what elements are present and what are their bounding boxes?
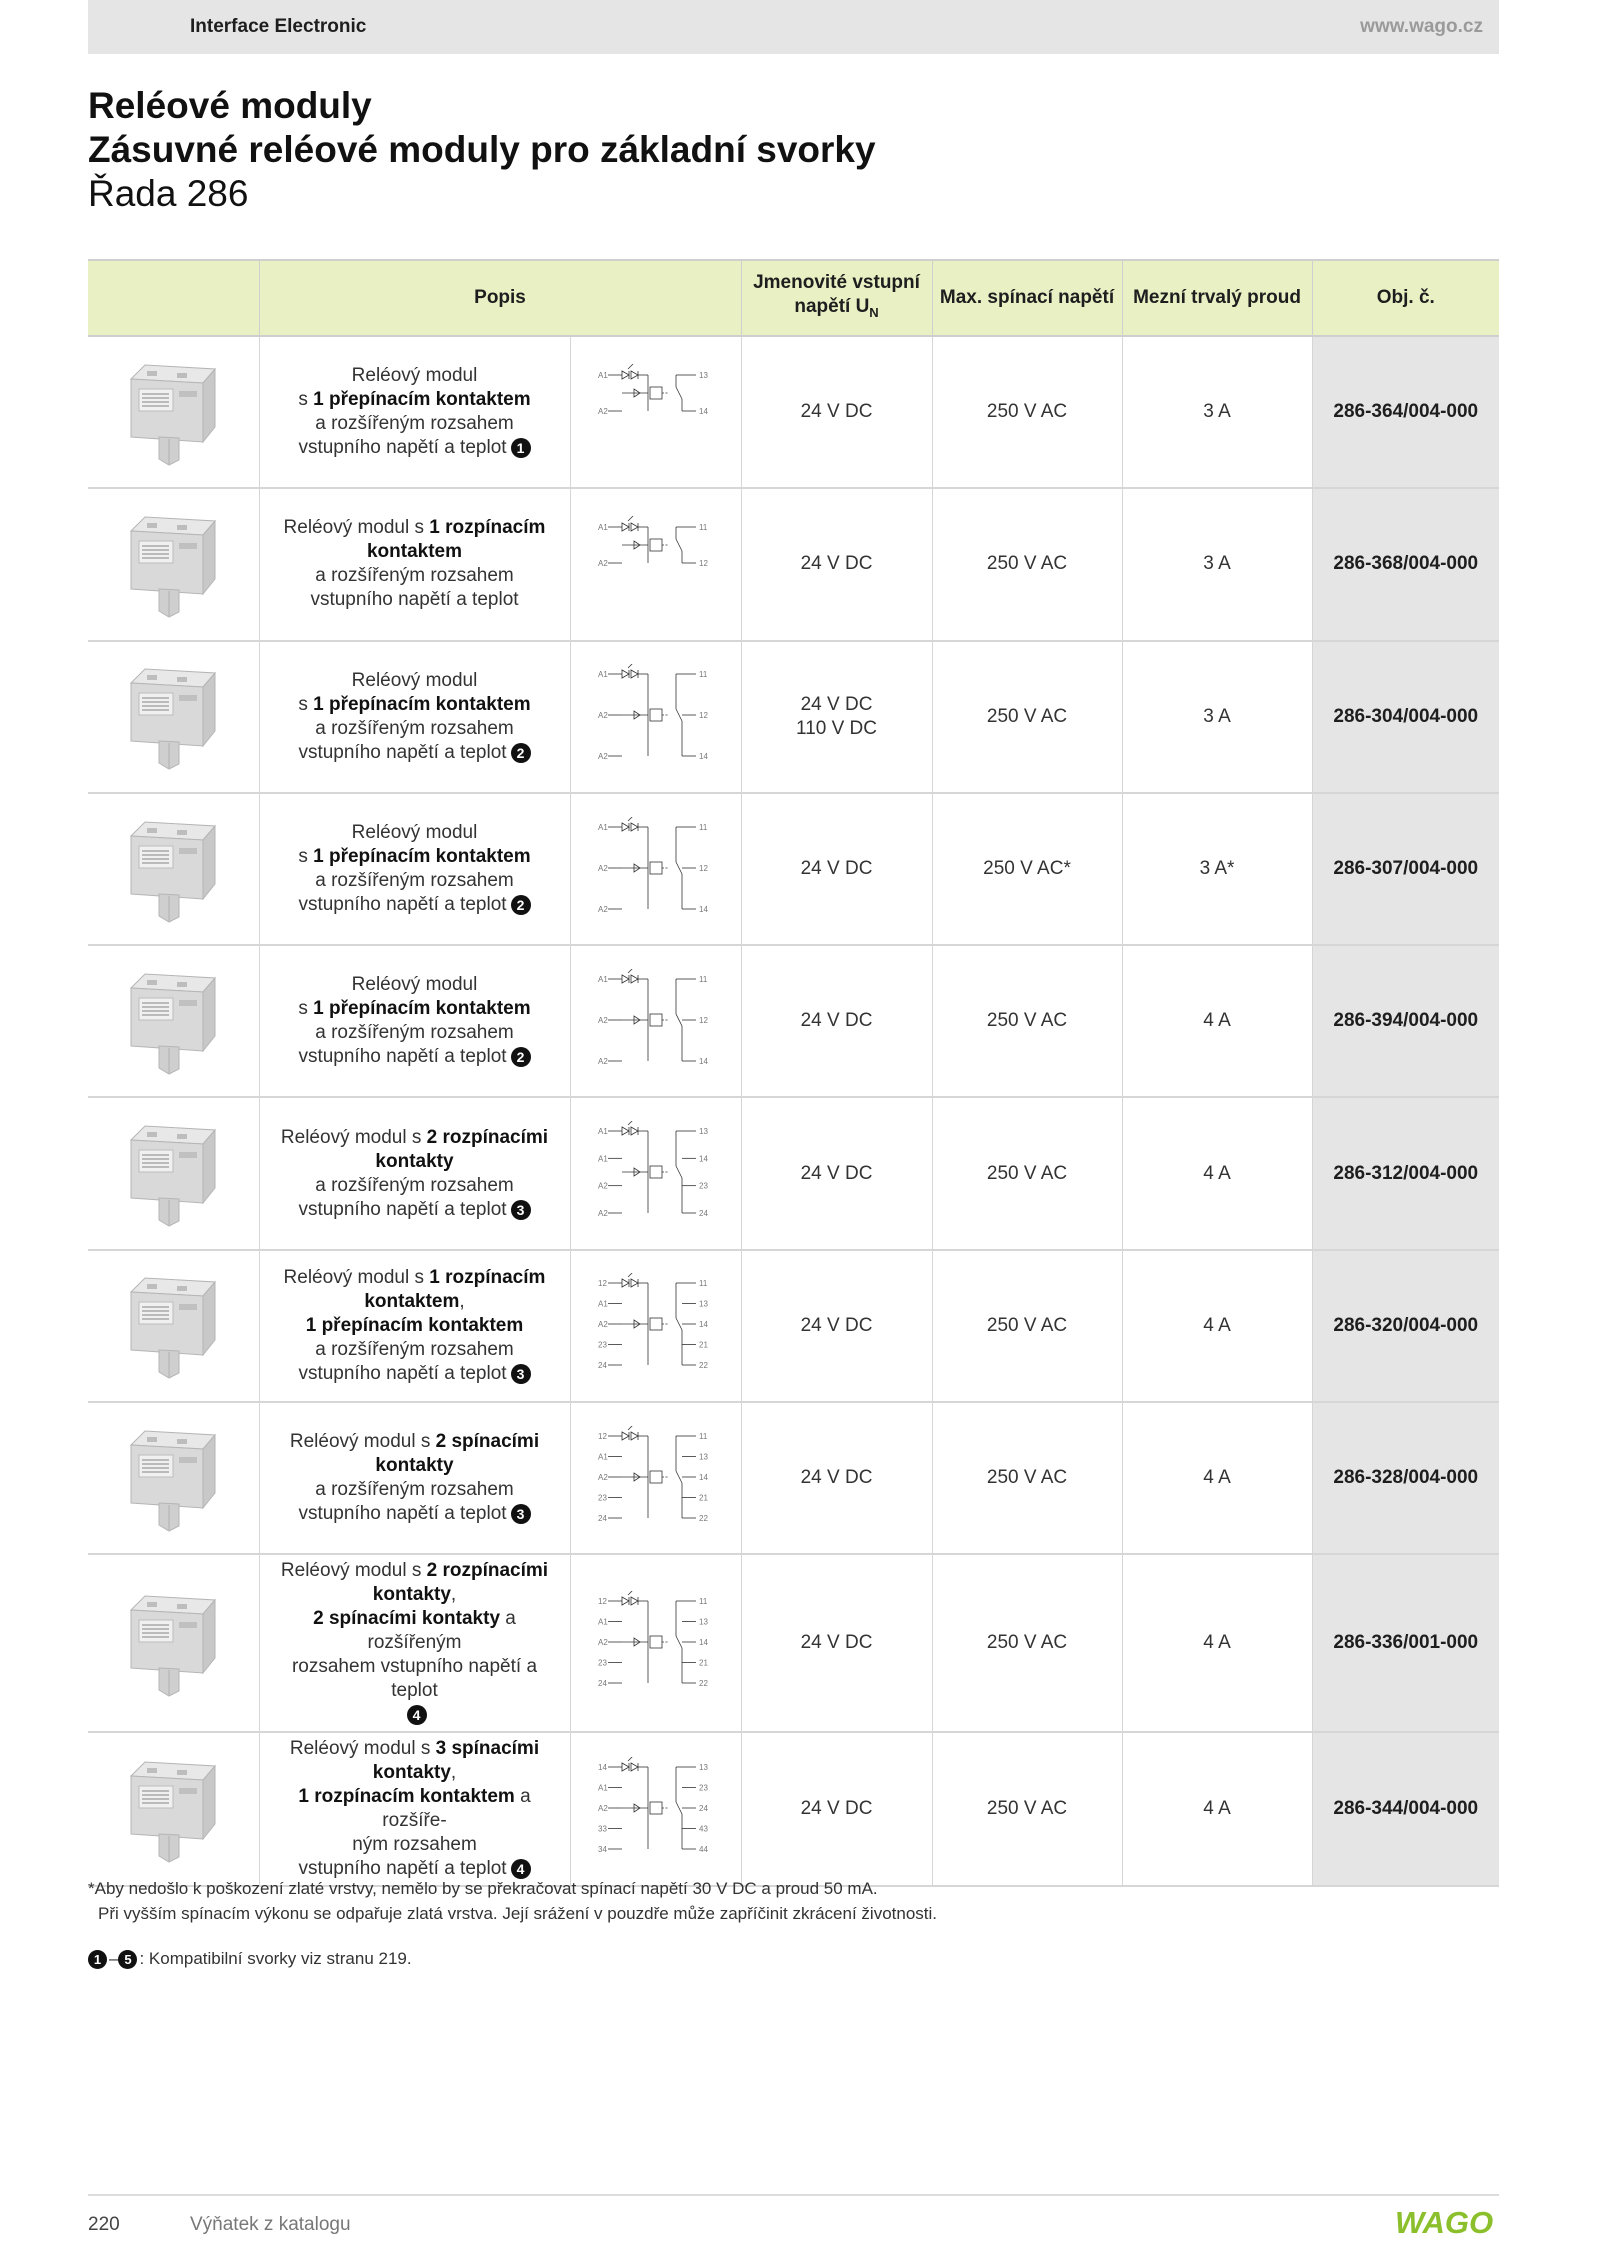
svg-text:11: 11 xyxy=(698,522,707,532)
marker-icon: 1 xyxy=(511,438,531,458)
section-title: Interface Electronic xyxy=(190,16,367,37)
current-cell: 3 A xyxy=(1122,641,1312,793)
order-number-cell[interactable]: 286-394/004-000 xyxy=(1312,945,1499,1097)
top-bar xyxy=(88,0,1499,54)
desc-bold: 1 přepínacím kontaktem xyxy=(313,693,531,715)
order-number-cell[interactable]: 286-336/001-000 xyxy=(1312,1554,1499,1732)
product-image-cell xyxy=(88,793,259,945)
svg-text:13: 13 xyxy=(698,1127,708,1137)
desc-text: vstupního napětí a teplot xyxy=(298,741,507,763)
table-row xyxy=(88,1250,1499,1402)
circuit-schematic-diagram xyxy=(596,360,716,465)
svg-text:34: 34 xyxy=(597,1844,607,1854)
page-number: 220 xyxy=(88,2214,120,2235)
svg-text:A2: A2 xyxy=(597,406,608,416)
description-cell xyxy=(259,1097,570,1249)
current-cell: 4 A xyxy=(1122,945,1312,1097)
circuit-schematic-diagram xyxy=(596,1757,716,1862)
product-image-cell xyxy=(88,1250,259,1402)
header-voltage: Jmenovité vstupní napětí $U_N$ xyxy=(741,260,932,336)
order-number-cell[interactable]: 286-320/004-000 xyxy=(1312,1250,1499,1402)
desc-text: , xyxy=(450,1584,457,1606)
voltage-value: 24 V DC xyxy=(800,693,873,715)
relay-module-image xyxy=(123,499,223,624)
circuit-schematic-diagram xyxy=(596,664,716,769)
svg-text:13: 13 xyxy=(698,1452,708,1462)
product-image-cell xyxy=(88,1097,259,1249)
svg-text:12: 12 xyxy=(597,1279,607,1289)
voltage-cell xyxy=(741,1097,932,1249)
desc-text: Reléový modul xyxy=(351,365,478,387)
svg-text:11: 11 xyxy=(698,1279,707,1289)
svg-text:22: 22 xyxy=(698,1513,708,1523)
relay-module-image xyxy=(123,956,223,1081)
table-row xyxy=(88,1554,1499,1732)
circuit-schematic-diagram xyxy=(596,1591,716,1696)
desc-line xyxy=(270,1266,560,1290)
svg-text:A1: A1 xyxy=(597,1127,608,1137)
desc-bold: 1 přepínacím kontaktem xyxy=(313,389,531,411)
desc-bold: 1 přepínacím kontaktem xyxy=(313,846,531,868)
marker-icon: 2 xyxy=(511,1047,531,1067)
desc-line xyxy=(270,669,560,693)
desc-text: a rozšířeným xyxy=(367,1608,516,1654)
max-voltage-cell: 250 V AC xyxy=(932,945,1122,1097)
desc-text: s xyxy=(298,846,314,868)
description-cell xyxy=(259,336,570,488)
svg-text:11: 11 xyxy=(698,822,707,832)
svg-text:A2: A2 xyxy=(597,1181,608,1191)
desc-bold: 1 rozpínacím xyxy=(429,517,546,539)
svg-text:13: 13 xyxy=(698,1762,708,1772)
marker-icon: 2 xyxy=(511,743,531,763)
desc-text: vstupního napětí a teplot xyxy=(298,437,507,459)
relay-module-image xyxy=(123,1108,223,1233)
svg-text:12: 12 xyxy=(698,558,708,568)
desc-text: vstupního napětí a teplot xyxy=(298,1858,507,1880)
order-number-cell[interactable]: 286-304/004-000 xyxy=(1312,641,1499,793)
product-table xyxy=(88,259,1499,1887)
table-row xyxy=(88,336,1499,488)
svg-text:A1: A1 xyxy=(597,522,608,532)
desc-bold: 2 rozpínacími xyxy=(426,1126,549,1148)
desc-text: a rozšířeným rozsahem xyxy=(315,565,514,587)
voltage-cell xyxy=(741,1554,932,1732)
svg-text:14: 14 xyxy=(698,1320,708,1330)
circuit-schematic-diagram xyxy=(596,969,716,1074)
marker-icon: 3 xyxy=(511,1200,531,1220)
marker-icon: 2 xyxy=(511,895,531,915)
voltage-cell xyxy=(741,1732,932,1886)
desc-text: Reléový modul xyxy=(351,669,478,691)
svg-text:A2: A2 xyxy=(597,1472,608,1482)
voltage-value: 24 V DC xyxy=(800,1467,873,1489)
svg-text:23: 23 xyxy=(698,1181,708,1191)
svg-text:23: 23 xyxy=(597,1340,607,1350)
desc-text: , xyxy=(459,1290,465,1312)
svg-text:A2: A2 xyxy=(597,904,608,914)
desc-line xyxy=(270,1559,560,1583)
desc-line xyxy=(270,1126,560,1150)
voltage-value: 24 V DC xyxy=(800,1010,873,1032)
footer-divider xyxy=(88,2194,1499,2196)
schematic-cell xyxy=(570,1402,741,1554)
desc-bold: kontakty xyxy=(372,1762,451,1784)
desc-text: rozsahem vstupního napětí a teplot xyxy=(291,1656,538,1702)
description-cell xyxy=(259,793,570,945)
max-voltage-cell: 250 V AC xyxy=(932,641,1122,793)
desc-bold: 3 spínacími xyxy=(435,1738,540,1760)
desc-text: a rozšířeným rozsahem xyxy=(315,1479,514,1501)
description-cell xyxy=(259,1250,570,1402)
desc-text: ným rozsahem xyxy=(352,1834,477,1856)
svg-text:A2: A2 xyxy=(597,863,608,873)
current-cell: 4 A xyxy=(1122,1554,1312,1732)
desc-bold: kontakty xyxy=(372,1584,451,1606)
desc-text: Reléový modul xyxy=(351,974,478,996)
logo-text: WAGO xyxy=(1395,2206,1494,2238)
svg-text:A2: A2 xyxy=(597,711,608,721)
voltage-value: 24 V DC xyxy=(800,1798,873,1820)
voltage-cell xyxy=(741,641,932,793)
page-title xyxy=(88,84,876,216)
desc-bold: 2 spínacími xyxy=(435,1431,540,1453)
order-number-cell[interactable]: 286-368/004-000 xyxy=(1312,488,1499,640)
svg-text:12: 12 xyxy=(698,711,708,721)
desc-bold: 1 přepínacím kontaktem xyxy=(313,998,531,1020)
voltage-value: 24 V DC xyxy=(800,1632,873,1654)
current-cell: 3 A* xyxy=(1122,793,1312,945)
current-cell: 4 A xyxy=(1122,1097,1312,1249)
desc-text: Reléový modul s xyxy=(289,1738,436,1760)
relay-module-image xyxy=(123,1413,223,1538)
schematic-cell xyxy=(570,641,741,793)
svg-text:13: 13 xyxy=(698,1617,708,1627)
desc-text: vstupního napětí a teplot xyxy=(298,1362,507,1384)
circuit-schematic-diagram xyxy=(596,1273,716,1378)
marker-icon: 1 xyxy=(88,1950,107,1969)
desc-line xyxy=(270,516,560,540)
header-current: Mezní trvalý proud xyxy=(1122,260,1312,336)
relay-module-image xyxy=(123,1260,223,1385)
svg-text:A1: A1 xyxy=(597,1452,608,1462)
desc-bold: 1 rozpínacím xyxy=(429,1266,546,1288)
description-cell xyxy=(259,1732,570,1886)
svg-text:A1: A1 xyxy=(597,822,608,832)
svg-text:33: 33 xyxy=(597,1824,607,1834)
svg-text:22: 22 xyxy=(698,1678,708,1688)
desc-text: a rozšířeným rozsahem xyxy=(315,870,514,892)
svg-text:13: 13 xyxy=(698,1299,708,1309)
table-row xyxy=(88,1097,1499,1249)
desc-bold: kontakty xyxy=(375,1455,454,1477)
desc-text: a rozšířeným rozsahem xyxy=(315,1338,514,1360)
description-cell xyxy=(259,641,570,793)
schematic-cell xyxy=(570,1097,741,1249)
marker-icon: 4 xyxy=(407,1705,427,1725)
desc-line xyxy=(270,821,560,845)
current-cell: 4 A xyxy=(1122,1402,1312,1554)
svg-text:12: 12 xyxy=(597,1431,607,1441)
max-voltage-cell: 250 V AC xyxy=(932,1250,1122,1402)
svg-text:14: 14 xyxy=(698,1056,708,1066)
svg-text:14: 14 xyxy=(698,1472,708,1482)
product-image-cell xyxy=(88,641,259,793)
relay-module-image xyxy=(123,651,223,776)
svg-text:A2: A2 xyxy=(597,1015,608,1025)
max-voltage-cell: 250 V AC xyxy=(932,1732,1122,1886)
description-cell xyxy=(259,1554,570,1732)
voltage-value: 24 V DC xyxy=(800,1314,873,1336)
voltage-cell xyxy=(741,336,932,488)
desc-text: , xyxy=(450,1762,457,1784)
schematic-cell xyxy=(570,1732,741,1886)
footnote-line-2: Při vyšším spínacím výkonu se odpařuje zlatá vrstva. Její srážení v pouzdře může zapříčinit zkrácení životnosti. xyxy=(98,1904,938,1923)
desc-text: vstupního napětí a teplot xyxy=(298,1198,507,1220)
svg-text:A2: A2 xyxy=(597,1637,608,1647)
product-image-cell xyxy=(88,1554,259,1732)
svg-text:A1: A1 xyxy=(597,370,608,380)
desc-bold: kontaktem xyxy=(364,1290,460,1312)
desc-text: Reléový modul s xyxy=(283,517,430,539)
circuit-schematic-diagram xyxy=(596,1426,716,1531)
current-cell: 3 A xyxy=(1122,488,1312,640)
voltage-value: 24 V DC xyxy=(800,401,873,423)
svg-text:12: 12 xyxy=(698,1015,708,1025)
svg-text:A1: A1 xyxy=(597,670,608,680)
relay-module-image xyxy=(123,347,223,472)
desc-line xyxy=(270,1430,560,1454)
svg-text:14: 14 xyxy=(698,1154,708,1164)
footnote xyxy=(88,1876,937,1926)
svg-text:14: 14 xyxy=(698,1637,708,1647)
voltage-cell xyxy=(741,1402,932,1554)
max-voltage-cell: 250 V AC* xyxy=(932,793,1122,945)
title-line-3: Řada 286 xyxy=(88,173,249,214)
header-max-voltage: Max. spínací napětí xyxy=(932,260,1122,336)
relay-module-image xyxy=(123,804,223,929)
svg-text:12: 12 xyxy=(698,863,708,873)
description-cell xyxy=(259,1402,570,1554)
table-row xyxy=(88,793,1499,945)
voltage-value: 24 V DC xyxy=(800,1162,873,1184)
product-image-cell xyxy=(88,945,259,1097)
max-voltage-cell: 250 V AC xyxy=(932,1097,1122,1249)
table-row xyxy=(88,488,1499,640)
desc-line xyxy=(270,1737,560,1761)
range-dash: – xyxy=(109,1949,119,1968)
svg-text:A2: A2 xyxy=(597,1056,608,1066)
svg-text:A2: A2 xyxy=(597,1209,608,1219)
desc-line xyxy=(270,364,560,388)
desc-text: s xyxy=(298,693,314,715)
svg-text:14: 14 xyxy=(597,1762,607,1772)
description-cell xyxy=(259,488,570,640)
circuit-schematic-diagram xyxy=(596,817,716,922)
svg-text:14: 14 xyxy=(698,904,708,914)
max-voltage-cell: 250 V AC xyxy=(932,1554,1122,1732)
desc-text: vstupního napětí a teplot xyxy=(298,894,507,916)
desc-text: a rozšíře- xyxy=(382,1786,531,1832)
compatibility-note xyxy=(88,1949,412,1969)
current-cell: 4 A xyxy=(1122,1250,1312,1402)
order-number-cell[interactable]: 286-328/004-000 xyxy=(1312,1402,1499,1554)
svg-text:A1: A1 xyxy=(597,1617,608,1627)
schematic-cell xyxy=(570,336,741,488)
marker-icon: 3 xyxy=(511,1364,531,1384)
desc-text: Reléový modul s xyxy=(280,1126,427,1148)
svg-text:11: 11 xyxy=(698,670,707,680)
schematic-cell xyxy=(570,793,741,945)
circuit-schematic-diagram xyxy=(596,512,716,617)
desc-text: s xyxy=(298,998,314,1020)
desc-text: Reléový modul s xyxy=(283,1266,430,1288)
schematic-cell xyxy=(570,488,741,640)
svg-text:11: 11 xyxy=(698,974,707,984)
svg-text:21: 21 xyxy=(698,1493,708,1503)
compat-text: : Kompatibilní svorky viz stranu 219. xyxy=(139,1949,412,1968)
desc-text: s xyxy=(298,389,314,411)
voltage-value: 110 V DC xyxy=(796,717,877,739)
voltage-cell xyxy=(741,945,932,1097)
relay-module-image xyxy=(123,1744,223,1869)
description-cell xyxy=(259,945,570,1097)
table-row xyxy=(88,1732,1499,1886)
table-row xyxy=(88,945,1499,1097)
voltage-value: 24 V DC xyxy=(800,858,873,880)
svg-text:A1: A1 xyxy=(597,1783,608,1793)
max-voltage-cell: 250 V AC xyxy=(932,1402,1122,1554)
desc-text: Reléový modul s xyxy=(289,1431,436,1453)
current-cell: 4 A xyxy=(1122,1732,1312,1886)
svg-text:24: 24 xyxy=(597,1361,607,1371)
desc-bold: 2 rozpínacími xyxy=(426,1560,549,1582)
svg-text:A1: A1 xyxy=(597,974,608,984)
svg-text:14: 14 xyxy=(698,752,708,762)
desc-text: a rozšířeným rozsahem xyxy=(315,717,514,739)
desc-text: vstupního napětí a teplot xyxy=(298,1046,507,1068)
svg-text:A1: A1 xyxy=(597,1154,608,1164)
header-order-number: Obj. č. xyxy=(1312,260,1499,336)
desc-bold: kontaktem xyxy=(366,541,463,563)
svg-text:A2: A2 xyxy=(597,558,608,568)
svg-text:23: 23 xyxy=(597,1658,607,1668)
order-number-cell[interactable]: 286-364/004-000 xyxy=(1312,336,1499,488)
svg-text:21: 21 xyxy=(698,1340,708,1350)
svg-text:12: 12 xyxy=(597,1596,607,1606)
table-header-row xyxy=(88,260,1499,336)
svg-text:A2: A2 xyxy=(597,1320,608,1330)
product-image-cell xyxy=(88,1732,259,1886)
desc-text: vstupního napětí a teplot xyxy=(298,1503,507,1525)
svg-text:44: 44 xyxy=(698,1844,708,1854)
desc-text: a rozšířeným rozsahem xyxy=(315,1022,514,1044)
order-number-cell[interactable]: 286-307/004-000 xyxy=(1312,793,1499,945)
website-url[interactable]: www.wago.cz xyxy=(1360,16,1483,37)
marker-icon: 4 xyxy=(511,1859,531,1879)
max-voltage-cell: 250 V AC xyxy=(932,336,1122,488)
svg-text:43: 43 xyxy=(698,1824,708,1834)
svg-text:24: 24 xyxy=(698,1803,708,1813)
svg-text:24: 24 xyxy=(698,1209,708,1219)
order-number-cell[interactable]: 286-312/004-000 xyxy=(1312,1097,1499,1249)
desc-bold: 1 přepínacím kontaktem xyxy=(305,1314,524,1336)
relay-module-image xyxy=(123,1578,223,1703)
circuit-schematic-diagram xyxy=(596,1121,716,1226)
desc-line xyxy=(270,973,560,997)
desc-text: a rozšířeným rozsahem xyxy=(315,413,514,435)
marker-icon: 5 xyxy=(118,1950,137,1969)
title-line-1: Reléové moduly xyxy=(88,85,372,126)
desc-text: vstupního napětí a teplot xyxy=(310,589,519,611)
svg-text:11: 11 xyxy=(698,1596,707,1606)
order-number-cell[interactable]: 286-344/004-000 xyxy=(1312,1732,1499,1886)
svg-text:23: 23 xyxy=(597,1493,607,1503)
desc-text: a rozšířeným rozsahem xyxy=(315,1174,514,1196)
voltage-value: 24 V DC xyxy=(800,553,873,575)
svg-text:11: 11 xyxy=(698,1431,707,1441)
svg-text:24: 24 xyxy=(597,1513,607,1523)
product-image-cell xyxy=(88,1402,259,1554)
header-image-cell xyxy=(88,260,259,336)
table-row xyxy=(88,1402,1499,1554)
table-row xyxy=(88,641,1499,793)
footnote-line-1: *Aby nedošlo k poškození zlaté vrstvy, nemělo by se překračovat spínací napětí 30 V DC a proud 50 mA. xyxy=(88,1879,878,1898)
marker-icon: 3 xyxy=(511,1504,531,1524)
svg-text:22: 22 xyxy=(698,1361,708,1371)
wago-logo xyxy=(1393,2206,1499,2238)
svg-text:A2: A2 xyxy=(597,1803,608,1813)
svg-text:14: 14 xyxy=(698,406,708,416)
voltage-cell xyxy=(741,488,932,640)
max-voltage-cell: 250 V AC xyxy=(932,488,1122,640)
voltage-cell xyxy=(741,1250,932,1402)
footer-caption: Výňatek z katalogu xyxy=(190,2214,351,2235)
current-cell: 3 A xyxy=(1122,336,1312,488)
svg-text:A1: A1 xyxy=(597,1299,608,1309)
svg-text:13: 13 xyxy=(698,370,708,380)
schematic-cell xyxy=(570,945,741,1097)
svg-text:A2: A2 xyxy=(597,752,608,762)
schematic-cell xyxy=(570,1250,741,1402)
desc-text: Reléový modul s xyxy=(280,1560,427,1582)
header-popis: Popis xyxy=(259,260,741,336)
svg-text:24: 24 xyxy=(597,1678,607,1688)
product-image-cell xyxy=(88,488,259,640)
svg-text:23: 23 xyxy=(698,1783,708,1793)
desc-bold: 2 spínacími kontakty xyxy=(313,1608,501,1630)
desc-text: Reléový modul xyxy=(351,822,478,844)
svg-text:21: 21 xyxy=(698,1658,708,1668)
title-line-2: Zásuvné reléové moduly pro základní svorky xyxy=(88,129,876,170)
schematic-cell xyxy=(570,1554,741,1732)
desc-bold: 1 rozpínacím kontaktem xyxy=(298,1786,515,1808)
product-image-cell xyxy=(88,336,259,488)
voltage-cell xyxy=(741,793,932,945)
desc-bold: kontakty xyxy=(375,1150,454,1172)
